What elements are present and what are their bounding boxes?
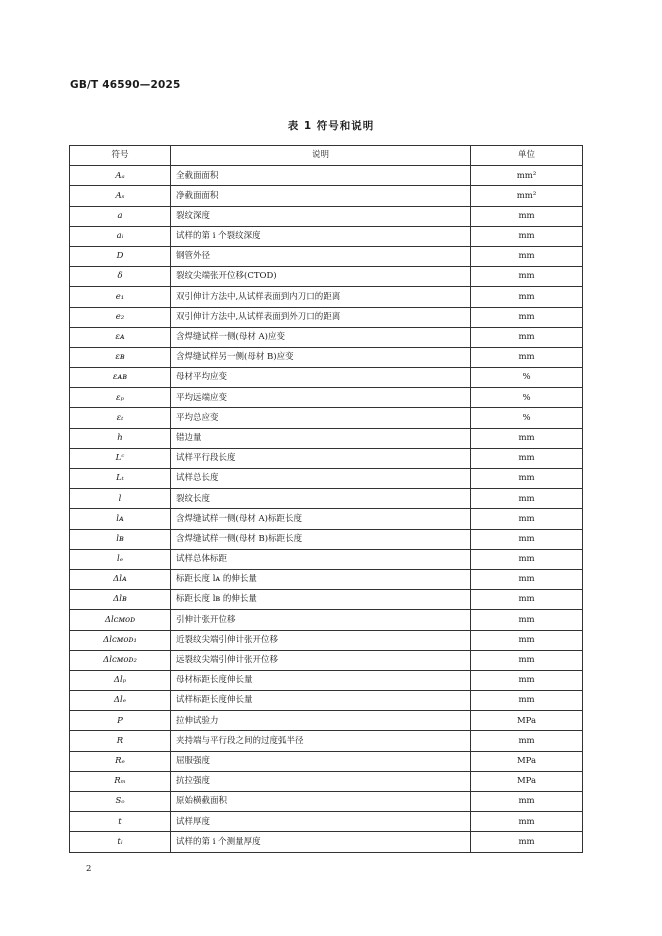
symbol-cell: Δlᴄᴍᴏᴅ — [70, 610, 171, 630]
table-row — [70, 489, 583, 509]
unit-cell: mm — [471, 226, 583, 246]
symbol-cell: e₁ — [70, 287, 171, 307]
table-row — [70, 307, 583, 327]
description-cell: 试样的第 i 个测量厚度 — [171, 832, 471, 852]
unit-cell: MPa — [471, 751, 583, 771]
unit-cell: mm — [471, 549, 583, 569]
table-row — [70, 166, 583, 186]
symbol-cell: εᴀʙ — [70, 368, 171, 388]
unit-cell: mm — [471, 630, 583, 650]
table-row — [70, 428, 583, 448]
page-number: 2 — [86, 864, 92, 874]
description-cell: 母材标距长度伸长量 — [171, 670, 471, 690]
symbol-cell: lᴀ — [70, 509, 171, 529]
description-cell: 钢管外径 — [171, 246, 471, 266]
description-cell: 拉伸试验力 — [171, 711, 471, 731]
unit-cell: mm — [471, 529, 583, 549]
symbol-cell: aᵢ — [70, 226, 171, 246]
table-row — [70, 650, 583, 670]
table-row — [70, 812, 583, 832]
symbol-cell: εᴀ — [70, 327, 171, 347]
unit-cell: MPa — [471, 711, 583, 731]
symbol-cell: Δlᴄᴍᴏᴅ₂ — [70, 650, 171, 670]
table-row — [70, 569, 583, 589]
description-cell: 抗拉强度 — [171, 771, 471, 791]
symbol-cell: Δlᴀ — [70, 569, 171, 589]
description-cell: 净截面面积 — [171, 186, 471, 206]
symbol-cell: Rₑ — [70, 751, 171, 771]
symbol-cell: R — [70, 731, 171, 751]
description-cell: 全截面面积 — [171, 166, 471, 186]
unit-cell: mm — [471, 509, 583, 529]
unit-cell: mm — [471, 489, 583, 509]
description-cell: 含焊缝试样另一侧(母材 B)应变 — [171, 347, 471, 367]
symbol-cell: t — [70, 812, 171, 832]
unit-cell: mm — [471, 792, 583, 812]
table-row — [70, 590, 583, 610]
unit-cell: mm — [471, 670, 583, 690]
description-cell: 平均总应变 — [171, 408, 471, 428]
symbol-cell: Lᶜ — [70, 448, 171, 468]
description-cell: 试样平行段长度 — [171, 448, 471, 468]
description-cell: 夹持端与平行段之间的过度弧半径 — [171, 731, 471, 751]
symbol-cell: εₜ — [70, 408, 171, 428]
table-row — [70, 469, 583, 489]
symbol-cell: Δlₑ — [70, 691, 171, 711]
table-row — [70, 408, 583, 428]
table-row — [70, 327, 583, 347]
table-row — [70, 529, 583, 549]
description-cell: 屈服强度 — [171, 751, 471, 771]
unit-cell: mm — [471, 287, 583, 307]
table-row — [70, 630, 583, 650]
symbol-cell: Δlʙ — [70, 590, 171, 610]
column-header-unit: 单位 — [471, 146, 583, 166]
table-row — [70, 792, 583, 812]
symbol-cell: a — [70, 206, 171, 226]
description-cell: 裂纹尖端张开位移(CTOD) — [171, 267, 471, 287]
table-row — [70, 206, 583, 226]
description-cell: 含焊缝试样一侧(母材 B)标距长度 — [171, 529, 471, 549]
description-cell: 错边量 — [171, 428, 471, 448]
description-cell: 标距长度 lʙ 的伸长量 — [171, 590, 471, 610]
table-header-row — [70, 146, 583, 166]
table-row — [70, 246, 583, 266]
symbol-cell: h — [70, 428, 171, 448]
unit-cell: mm — [471, 691, 583, 711]
table-row — [70, 832, 583, 852]
table-row — [70, 771, 583, 791]
unit-cell: mm — [471, 590, 583, 610]
table-row — [70, 388, 583, 408]
description-cell: 标距长度 lᴀ 的伸长量 — [171, 569, 471, 589]
symbol-cell: Δlₚ — [70, 670, 171, 690]
unit-cell: % — [471, 408, 583, 428]
column-header-description: 说明 — [171, 146, 471, 166]
table-row — [70, 267, 583, 287]
unit-cell: mm — [471, 448, 583, 468]
unit-cell: mm — [471, 246, 583, 266]
symbol-cell: δ — [70, 267, 171, 287]
symbol-cell: tᵢ — [70, 832, 171, 852]
table-row — [70, 711, 583, 731]
description-cell: 近裂纹尖端引伸计张开位移 — [171, 630, 471, 650]
symbol-cell: l — [70, 489, 171, 509]
table-row — [70, 610, 583, 630]
unit-cell: mm² — [471, 186, 583, 206]
symbol-cell: Rₘ — [70, 771, 171, 791]
description-cell: 试样厚度 — [171, 812, 471, 832]
description-cell: 平均远端应变 — [171, 388, 471, 408]
table-row — [70, 549, 583, 569]
symbol-cell: εʙ — [70, 347, 171, 367]
description-cell: 含焊缝试样一侧(母材 A)标距长度 — [171, 509, 471, 529]
unit-cell: mm — [471, 610, 583, 630]
symbol-cell: εₚ — [70, 388, 171, 408]
description-cell: 双引伸计方法中,从试样表面到内刀口的距离 — [171, 287, 471, 307]
table-row — [70, 347, 583, 367]
table-title: 表 1 符号和说明 — [287, 120, 375, 132]
description-cell: 试样总长度 — [171, 469, 471, 489]
symbol-cell: P — [70, 711, 171, 731]
symbol-cell: Lₜ — [70, 469, 171, 489]
symbols-table — [69, 145, 583, 853]
table-row — [70, 186, 583, 206]
unit-cell: mm — [471, 569, 583, 589]
unit-cell: mm — [471, 206, 583, 226]
unit-cell: % — [471, 368, 583, 388]
description-cell: 裂纹长度 — [171, 489, 471, 509]
unit-cell: mm — [471, 428, 583, 448]
symbol-cell: lₑ — [70, 549, 171, 569]
table-row — [70, 448, 583, 468]
unit-cell: mm — [471, 812, 583, 832]
unit-cell: MPa — [471, 771, 583, 791]
symbol-cell: lʙ — [70, 529, 171, 549]
table-row — [70, 509, 583, 529]
description-cell: 母材平均应变 — [171, 368, 471, 388]
table-row — [70, 731, 583, 751]
description-cell: 试样的第 i 个裂纹深度 — [171, 226, 471, 246]
symbol-cell: e₂ — [70, 307, 171, 327]
table-row — [70, 368, 583, 388]
unit-cell: % — [471, 388, 583, 408]
unit-cell: mm — [471, 267, 583, 287]
symbol-cell: Aₐ — [70, 166, 171, 186]
description-cell: 原始横截面积 — [171, 792, 471, 812]
unit-cell: mm — [471, 327, 583, 347]
unit-cell: mm — [471, 469, 583, 489]
description-cell: 双引伸计方法中,从试样表面到外刀口的距离 — [171, 307, 471, 327]
table-row — [70, 670, 583, 690]
standard-code: GB/T 46590—2025 — [70, 79, 181, 91]
description-cell: 远裂纹尖端引伸计张开位移 — [171, 650, 471, 670]
description-cell: 试样总体标距 — [171, 549, 471, 569]
unit-cell: mm — [471, 731, 583, 751]
unit-cell: mm — [471, 307, 583, 327]
unit-cell: mm² — [471, 166, 583, 186]
column-header-symbol: 符号 — [70, 146, 171, 166]
symbol-cell: Sₒ — [70, 792, 171, 812]
description-cell: 试样标距长度伸长量 — [171, 691, 471, 711]
table-row — [70, 691, 583, 711]
description-cell: 含焊缝试样一侧(母材 A)应变 — [171, 327, 471, 347]
symbol-cell: D — [70, 246, 171, 266]
description-cell: 裂纹深度 — [171, 206, 471, 226]
unit-cell: mm — [471, 347, 583, 367]
table-row — [70, 287, 583, 307]
unit-cell: mm — [471, 832, 583, 852]
symbol-cell: Δlᴄᴍᴏᴅ₁ — [70, 630, 171, 650]
table-row — [70, 226, 583, 246]
table-row — [70, 751, 583, 771]
unit-cell: mm — [471, 650, 583, 670]
symbol-cell: Aₛ — [70, 186, 171, 206]
description-cell: 引伸计张开位移 — [171, 610, 471, 630]
